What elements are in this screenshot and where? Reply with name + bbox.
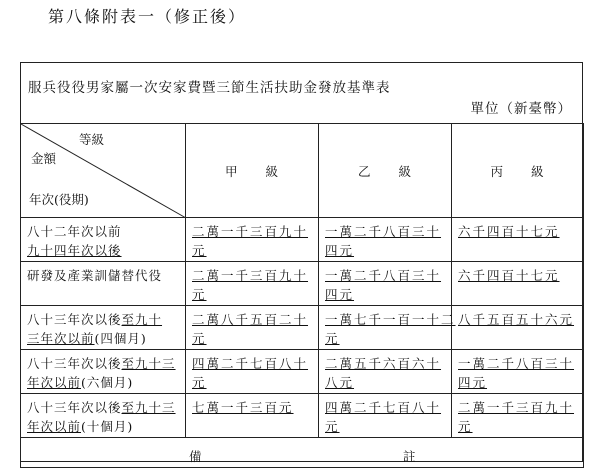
corner-period-label: 年次(役期): [29, 192, 89, 207]
amount-text: 四元: [325, 243, 355, 258]
amount-text: 一萬二千八百三十: [325, 268, 442, 283]
amount-text: 二萬一千三百九十: [192, 268, 309, 283]
amount-text: 八元: [325, 375, 355, 390]
table-row: [21, 350, 584, 394]
amount-text: 元: [325, 331, 340, 346]
period-text: 年次以前: [27, 375, 82, 390]
amount-text: 元: [192, 331, 207, 346]
period-text: 三年次以前: [27, 331, 95, 346]
period-text: (六個月): [81, 375, 134, 390]
amount-cell: [452, 262, 584, 306]
period-line: [27, 398, 181, 417]
period-line: 八十二年次以前: [27, 224, 122, 239]
amount-text: 八千五百五十六元: [458, 312, 575, 327]
period-line: [27, 373, 181, 392]
amount-text: 六千四百十七元: [458, 224, 560, 239]
corner-amount-label: 金額: [31, 151, 57, 166]
period-line: 九十四年次以後: [27, 243, 122, 258]
amount-text: 元: [325, 419, 340, 434]
remarks-row: [21, 438, 584, 468]
amount-text: 七萬一千三百元: [192, 400, 294, 415]
period-line: 研發及產業訓儲替代役: [27, 268, 163, 283]
amount-text: 四萬二千七百八十: [325, 400, 442, 415]
amount-cell: [186, 306, 319, 350]
amount-text: 六千四百十七元: [458, 268, 560, 283]
header-row: [21, 124, 584, 218]
page-heading: 第八條附表一（修正後）: [48, 7, 247, 26]
amount-cell: [319, 394, 452, 438]
amount-text: 二萬五千六百六十: [325, 356, 442, 371]
period-cell: [21, 350, 186, 394]
period-text: 至九十三: [121, 400, 176, 415]
amount-cell: [319, 306, 456, 350]
table-row: [21, 394, 584, 438]
amount-cell: [319, 350, 452, 394]
period-cell: [21, 218, 186, 262]
remarks-cell: [21, 438, 584, 468]
amount-cell: [186, 350, 319, 394]
corner-header-cell: [21, 124, 186, 218]
amount-text: 二萬一千三百九十: [192, 224, 309, 239]
period-text: 八十三年次以後: [27, 312, 122, 327]
period-text: (四個月): [94, 331, 147, 346]
amount-cell: [319, 218, 452, 262]
table-row: [21, 306, 584, 350]
period-cell: [21, 262, 186, 306]
amount-text: 四元: [325, 287, 355, 302]
grade-header-a: 甲 級: [186, 124, 319, 218]
period-cell: [21, 394, 186, 438]
period-line: [27, 417, 181, 436]
amount-cell: [319, 262, 452, 306]
amount-text: 一萬二千八百三十: [325, 224, 442, 239]
period-line: [27, 310, 181, 329]
amount-text: 元: [192, 375, 207, 390]
amount-cell: [186, 262, 319, 306]
amount-text: 元: [458, 419, 473, 434]
table-row: [21, 218, 584, 262]
allowance-table: [20, 123, 584, 468]
amount-text: 一萬七千一百一十二: [325, 312, 456, 327]
amount-cell: [452, 350, 584, 394]
period-text: 至九十三: [121, 356, 176, 371]
table-row: [21, 262, 584, 306]
table-title: 服兵役役男家屬一次安家費暨三節生活扶助金發放基準表: [28, 80, 391, 96]
amount-text: 四萬二千七百八十: [192, 356, 309, 371]
period-cell: [21, 306, 186, 350]
amount-text: 元: [192, 243, 207, 258]
period-text: 至九十: [121, 312, 163, 327]
amount-cell: [452, 394, 584, 438]
amount-text: 一萬二千八百三十: [458, 356, 575, 371]
period-text: (十個月): [81, 419, 134, 434]
period-text: 年次以前: [27, 419, 82, 434]
amount-cell: [452, 218, 584, 262]
amount-text: 二萬一千三百九十: [458, 400, 575, 415]
remarks-label-1: 備: [189, 449, 202, 464]
period-text: 八十三年次以後: [27, 400, 122, 415]
amount-text: 四元: [458, 375, 488, 390]
grade-header-b: 乙 級: [319, 124, 452, 218]
corner-grade-label: 等級: [79, 132, 105, 147]
remarks-label-2: 註: [403, 449, 416, 464]
unit-label: 單位（新臺幣）: [470, 101, 572, 117]
amount-text: 元: [192, 287, 207, 302]
amount-text: 二萬八千五百二十: [192, 312, 309, 327]
period-text: 八十三年次以後: [27, 356, 122, 371]
grade-header-c: 丙 級: [452, 124, 584, 218]
amount-cell: [186, 394, 319, 438]
amount-cell: [186, 218, 319, 262]
period-line: [27, 329, 181, 348]
period-line: [27, 354, 181, 373]
amount-cell: [452, 306, 584, 350]
